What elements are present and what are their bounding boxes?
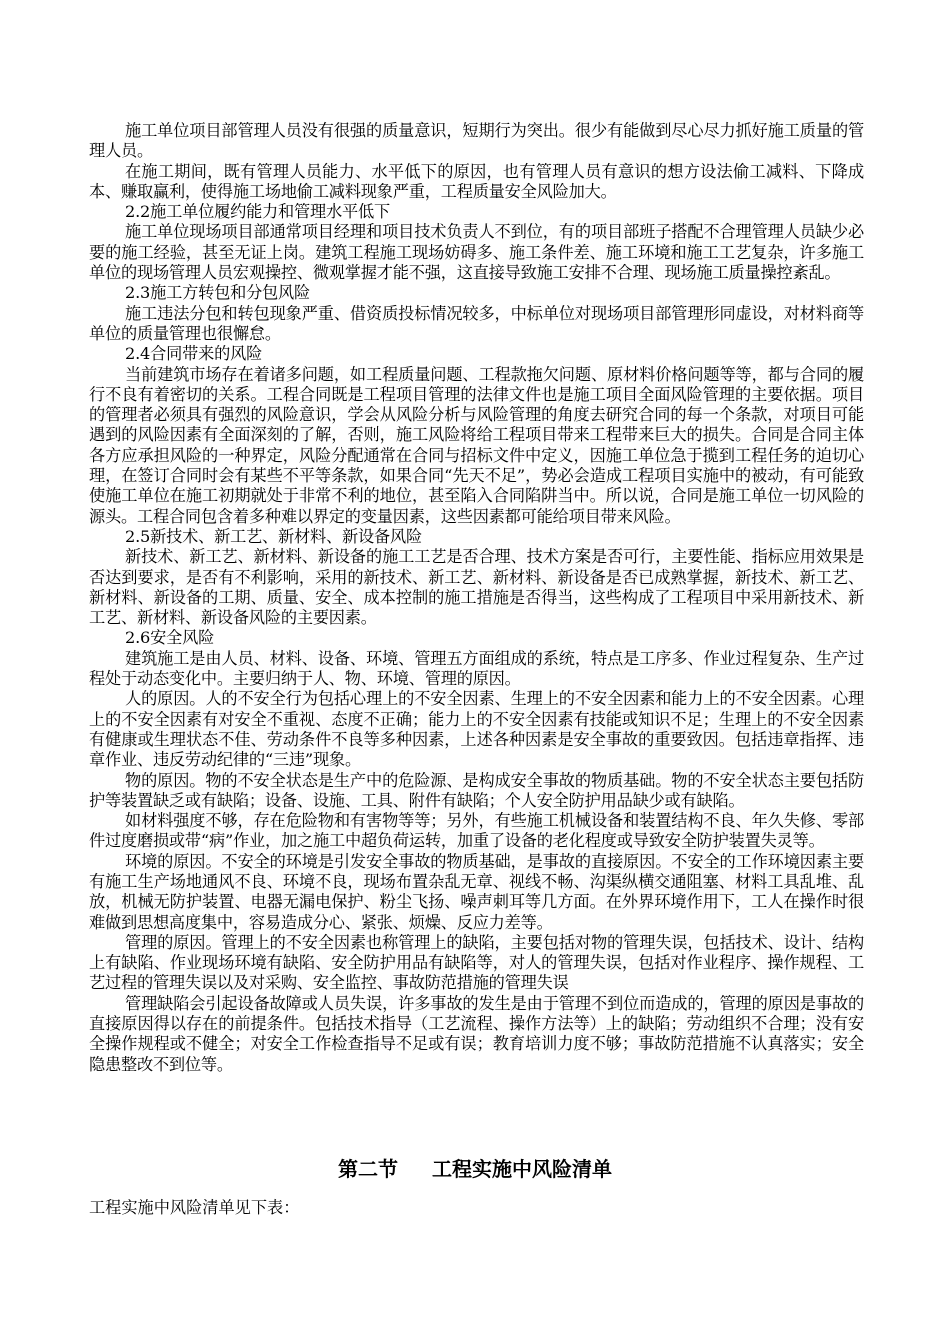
paragraph: 建筑施工是由人员、材料、设备、环境、管理五方面组成的系统，特点是工序多、作业过程复杂、生产过程处于动态变化中。主要归纳于人、物、环境、管理的原因。 bbox=[89, 648, 864, 689]
paragraph: 新技术、新工艺、新材料、新设备的施工工艺是否合理、技术方案是否可行，主要性能、指标应用效果是否达到要求，是否有不利影响，采用的新技术、新工艺、新材料、新设备是否已成熟掌握，新技术、新工艺、新材料、新设备的工期、质量、安全、成本控制的施工措施是否得当，这些构成了工程项目中采用新技术、新工艺、新材料、新设备风险的主要因素。 bbox=[89, 547, 864, 628]
section-number: 第二节 bbox=[338, 1157, 398, 1181]
paragraph: 环境的原因。不安全的环境是引发安全事故的物质基础，是事故的直接原因。不安全的工作环境因素主要有施工生产场地通风不良、环境不良，现场布置杂乱无章、视线不畅、沟渠纵横交通阻塞、材料工具乱堆、乱放，机械无防护装置、电器无漏电保护、粉尘飞扬、噪声刺耳等几方面。在外界环境作用下，工人在操作时很难做到思想高度集中，容易造成分心、紧张、烦燥、反应力差等。 bbox=[89, 851, 864, 932]
paragraph: 施工单位项目部管理人员没有很强的质量意识，短期行为突出。很少有能做到尽心尽力抓好施工质量的管理人员。 bbox=[89, 121, 864, 161]
paragraph: 在施工期间，既有管理人员能力、水平低下的原因，也有管理人员有意识的想方设法偷工减料、下降成本、赚取赢利，使得施工场地偷工减料现象严重，工程质量安全风险加大。 bbox=[89, 161, 864, 201]
paragraph: 如材料强度不够，存在危险物和有害物等等；另外，有些施工机械设备和装置结构不良、年久失修、零部件过度磨损或带“病”作业，加之施工中超负荷运转，加重了设备的老化程度或导致安全防护装置失灵等。 bbox=[89, 811, 864, 851]
subsection-heading: 2.3施工方转包和分包风险 bbox=[125, 283, 311, 303]
paragraph: 施工违法分包和转包现象严重、借资质投标情况较多，中标单位对现场项目部管理形同虚设，对材料商等单位的质量管理也很懈怠。 bbox=[89, 303, 864, 343]
paragraph: 物的原因。物的不安全状态是生产中的危险源、是构成安全事故的物质基础。物的不安全状态主要包括防护等装置缺乏或有缺陷；设备、设施、工具、附件有缺陷；个人安全防护用品缺少或有缺陷。 bbox=[89, 770, 864, 810]
section-title bbox=[0, 1156, 950, 1182]
document-body bbox=[89, 121, 864, 1075]
paragraph: 施工单位现场项目部通常项目经理和项目技术负责人不到位，有的项目部班子搭配不合理管理人员缺少必要的施工经验，甚至无证上岗。建筑工程施工现场妨碍多、施工条件差、施工环境和施工工艺复杂，许多施工单位的现场管理人员宏观操控、微观掌握才能不强，这直接导致施工安排不合理、现场施工质量操控紊乱。 bbox=[89, 222, 864, 283]
paragraph: 管理缺陷会引起设备故障或人员失误，许多事故的发生是由于管理不到位而造成的，管理的原因是事故的直接原因得以存在的前提条件。包括技术指导（工艺流程、操作方法等）上的缺陷；劳动组织不合理；没有安全操作规程或不健全；对安全工作检查指导不足或有误；教育培训力度不够；事故防范措施不认真落实；安全隐患整改不到位等。 bbox=[89, 993, 864, 1074]
subsection-heading: 2.5新技术、新工艺、新材料、新设备风险 bbox=[125, 526, 422, 546]
paragraph: 当前建筑市场存在着诸多问题，如工程质量问题、工程款拖欠问题、原材料价格问题等等，都与合同的履行不良有着密切的关系。工程合同既是工程项目管理的法律文件也是施工项目全面风险管理的主要依据。项目的管理者必须具有强烈的风险意识，学会从风险分析与风险管理的角度去研究合同的每一个条款，对项目可能遇到的风险因素有全面深刻的了解，否则，施工风险将给工程项目带来工程带来巨大的损失。合同是合同主体各方应承担风险的一种界定，风险分配通常在合同与招标文件中定义，因施工单位急于揽到工程任务的迫切心理，在签订合同时会有某些不平等条款，如果合同“先天不足”，势必会造成工程项目实施中的被动，有可能致使施工单位在施工初期就处于非常不利的地位，甚至陷入合同陷阱当中。所以说，合同是施工单位一切风险的源头。工程合同包含着多种难以界定的变量因素，这些因素都可能给项目带来风险。 bbox=[89, 364, 864, 526]
intro-text: 工程实施中风险清单见下表： bbox=[89, 1198, 300, 1217]
paragraph: 人的原因。人的不安全行为包括心理上的不安全因素、生理上的不安全因素和能力上的不安全因素。心理上的不安全因素有对安全不重视、态度不正确；能力上的不安全因素有技能或知识不足；生理上的不安全因素有健康或生理状态不佳、劳动条件不良等多种因素，上述各种因素是安全事故的重要致因。包括违章指挥、违章作业、违反劳动纪律的“三违”现象。 bbox=[89, 689, 864, 770]
subsection-heading: 2.2施工单位履约能力和管理水平低下 bbox=[125, 202, 390, 222]
subsection-heading: 2.4合同带来的风险 bbox=[125, 344, 263, 364]
paragraph: 管理的原因。管理上的不安全因素也称管理上的缺陷，主要包括对物的管理失误，包括技术、设计、结构上有缺陷、作业现场环境有缺陷、安全防护用品有缺陷等，对人的管理失误，包括对作业程序、操作规程、工艺过程的管理失误以及对采购、安全监控、事故防范措施的管理失误 bbox=[89, 932, 864, 993]
subsection-heading: 2.6安全风险 bbox=[125, 628, 215, 648]
section-heading-text: 工程实施中风险清单 bbox=[432, 1157, 612, 1181]
